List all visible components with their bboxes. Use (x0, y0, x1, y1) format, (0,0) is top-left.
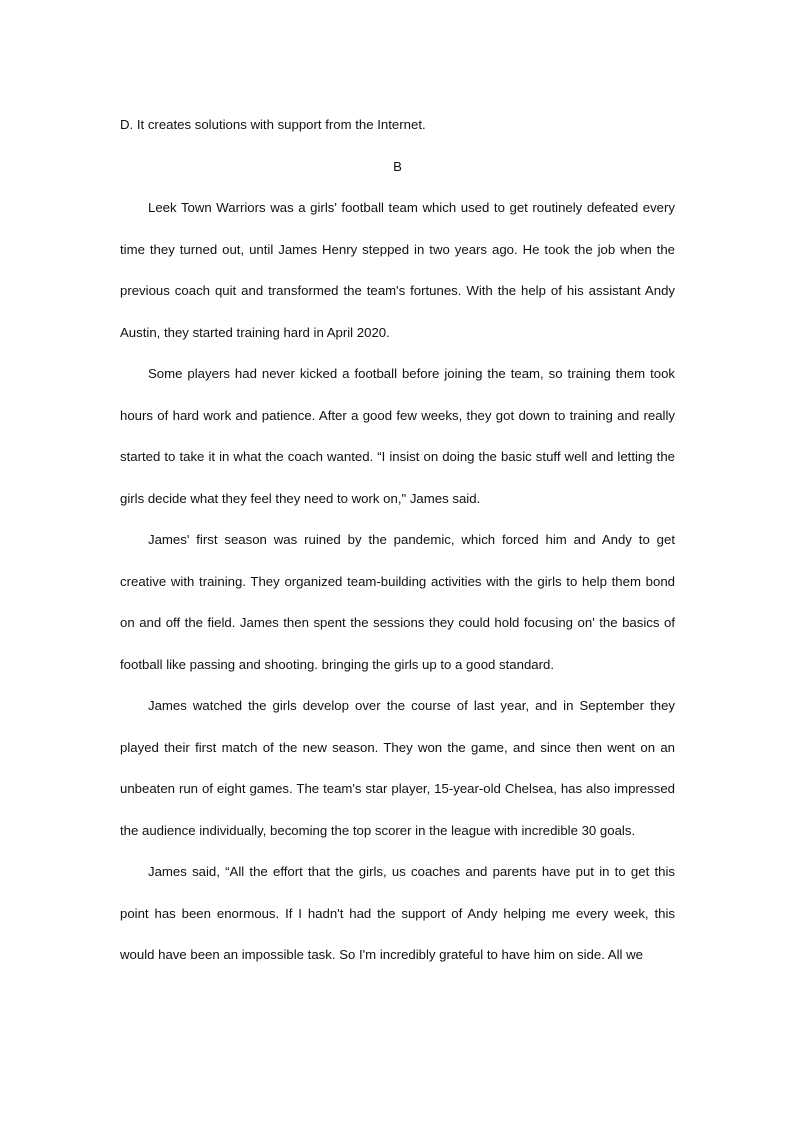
paragraph-5: James said, “All the effort that the girls, us coaches and parents have put in to get this point has been enormous. If I hadn't had the support of Andy helping me every week, this would have been an impossible task. So I'm incredibly grateful to have him on side. All we (120, 864, 675, 962)
page-content (120, 104, 675, 976)
paragraph-3: James' first season was ruined by the pandemic, which forced him and Andy to get creative with training. They organized team-building activities with the girls to help them bond on and off the field. James then spent the sessions they could hold focusing on' the basics of football like passing and shooting. bringing the girls up to a good standard. (120, 532, 675, 672)
paragraph-1: Leek Town Warriors was a girls' football team which used to get routinely defeated every time they turned out, until James Henry stepped in two years ago. He took the job when the previous coach quit and transformed the team's fortunes. With the help of his assistant Andy Austin, they started training hard in April 2020. (120, 200, 675, 340)
passage-heading: B (393, 158, 402, 174)
answer-option-d: D. It creates solutions with support from the Internet. (120, 117, 426, 132)
paragraph-2: Some players had never kicked a football before joining the team, so training them took hours of hard work and patience. After a good few weeks, they got down to training and really started to take it in what the coach wanted. “I insist on doing the basic stuff well and letting the girls decide what they feel they need to work on," James said. (120, 366, 675, 506)
paragraph-4: James watched the girls develop over the course of last year, and in September they played their first match of the new season. They won the game, and since then went on an unbeaten run of eight games. The team's star player, 15-year-old Chelsea, has also impressed the audience individually, becoming the top scorer in the league with incredible 30 goals. (120, 698, 675, 838)
